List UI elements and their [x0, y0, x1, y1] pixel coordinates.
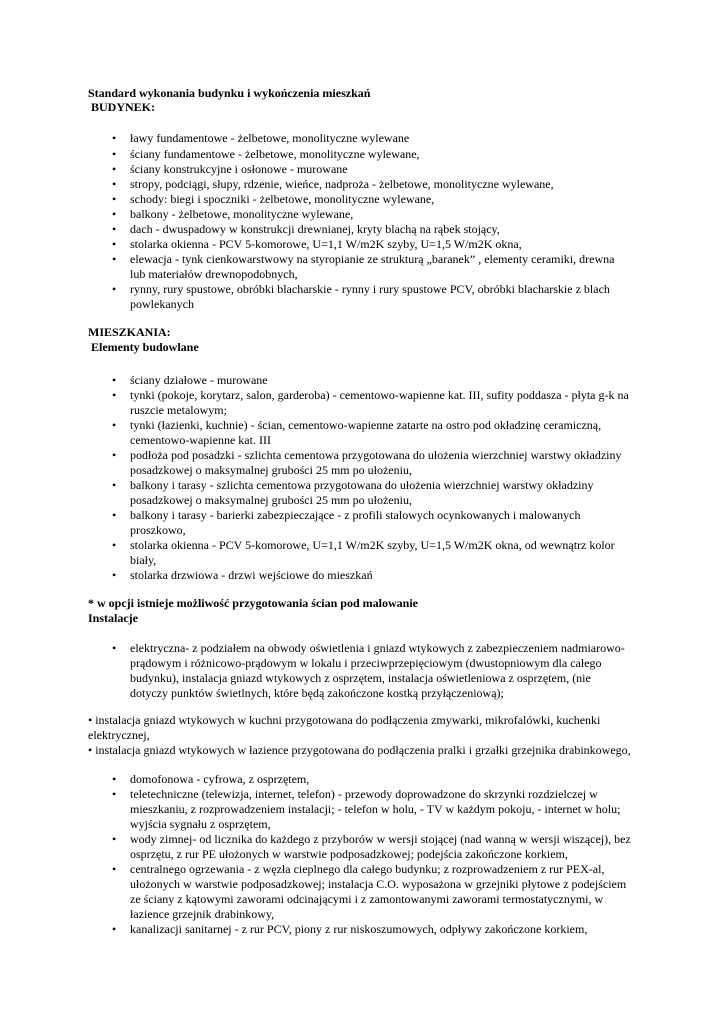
bullet-icon: • — [112, 282, 117, 296]
list-item: stolarka drzwiowa - drzwi wejściowe do mieszkań — [130, 568, 373, 582]
list-item: stropy, podciągi, słupy, rdzenie, wieńce, nadproża - żelbetowe, monolityczne wylewane, — [130, 177, 554, 191]
document-title: Standard wykonania budynku i wykończenia mieszkań — [88, 86, 371, 100]
list-item-continuation: łazience grzejnik drabinkowy, — [130, 907, 275, 921]
subheading-elementy-budowlane: Elementy budowlane — [91, 340, 199, 354]
list-item: centralnego ogrzewania - z węzła cieplnego dla całego budynku; z rozprowadzeniem z rur PEX-al, — [130, 862, 605, 876]
bullet-icon: • — [112, 192, 117, 206]
bullet-icon: • — [112, 418, 117, 432]
list-item: wody zimnej- od licznika do każdego z przyborów w wersji stojącej (nad wanną w wersji wiszącej), bez — [130, 832, 631, 846]
list-item: ściany konstrukcyjne i osłonowe - murowane — [130, 162, 348, 176]
bullet-icon: • — [112, 237, 117, 251]
paragraph-line: elektrycznej, — [88, 728, 150, 742]
section-heading-budynek: BUDYNEK: — [91, 100, 156, 114]
list-item-continuation: mieszkaniu, z rozprowadzeniem instalacji; - telefon w holu, - TV w każdym pokoju, - internet w holu; — [130, 802, 621, 816]
list-item: stolarka okienna - PCV 5-komorowe, U=1,1 W/m2K szyby, U=1,5 W/m2K okna, — [130, 237, 522, 251]
list-item: kanalizacji sanitarnej - z rur PCV, piony z rur niskoszumowych, odpływy zakończone korkiem, — [130, 922, 588, 936]
bullet-icon: • — [112, 252, 117, 266]
list-item-continuation: osprzętu, z rur PE ułożonych w warstwie podposadzkowej; podejścia zakończone korkiem, — [130, 847, 568, 861]
list-item: tynki (łazienki, kuchnie) - ścian, cementowo-wapienne zatarte na ostro pod okładzinę ceramiczną, — [130, 418, 602, 432]
list-item: dach - dwuspadowy w konstrukcji drewnianej, kryty blachą na rąbek stojący, — [130, 222, 500, 236]
list-item-continuation: prądowym i różnicowo-prądowym w lokalu i przeciwprzepięciowym (dwustopniowym dla całego — [130, 656, 602, 670]
bullet-icon: • — [112, 131, 117, 145]
list-item: domofonowa - cyfrowa, z osprzętem, — [130, 772, 310, 786]
bullet-icon: • — [112, 373, 117, 387]
paragraph-line: • instalacja gniazd wtykowych w łazience przygotowana do podłączenia pralki i grzałki grzejnika drabinkowego, — [88, 743, 631, 757]
bullet-icon: • — [112, 862, 117, 876]
list-item-continuation: wyjścia sygnału z osprzętem, — [130, 817, 271, 831]
bullet-icon: • — [112, 787, 117, 801]
section-heading-instalacje: Instalacje — [88, 611, 138, 625]
list-item-continuation: ze ściany z kątowymi zaworami odcinającymi i z zamontowanymi zaworami termostatycznymi, w — [130, 892, 604, 906]
list-item-continuation: cementowo-wapienne kat. III — [130, 433, 271, 447]
list-item-continuation: posadzkowej o maksymalnej grubości 25 mm po ułożeniu, — [130, 493, 412, 507]
bullet-icon: • — [112, 207, 117, 221]
bullet-icon: • — [112, 388, 117, 402]
list-item: ściany fundamentowe - żelbetowe, monolityczne wylewane, — [130, 147, 420, 161]
bullet-icon: • — [112, 538, 117, 552]
list-item-continuation: posadzkowej o maksymalnej grubości 25 mm po ułożeniu, — [130, 463, 412, 477]
bullet-icon: • — [112, 641, 117, 655]
bullet-icon: • — [112, 162, 117, 176]
bullet-icon: • — [112, 568, 117, 582]
list-item-continuation: biały, — [130, 553, 157, 567]
list-item: teletechniczne (telewizja, internet, telefon) - przewody doprowadzone do skrzynki rozdzielczej w — [130, 787, 598, 801]
list-item-continuation: ruszcie metalowym; — [130, 403, 227, 417]
list-item: rynny, rury spustowe, obróbki blacharskie - rynny i rury spustowe PCV, obróbki blacharskie z blach — [130, 282, 610, 296]
list-item-continuation: proszkowo, — [130, 523, 186, 537]
bullet-icon: • — [112, 832, 117, 846]
bullet-icon: • — [112, 478, 117, 492]
bullet-icon: • — [112, 222, 117, 236]
bullet-icon: • — [112, 922, 117, 936]
list-item: ściany działowe - murowane — [130, 373, 268, 387]
bullet-icon: • — [112, 508, 117, 522]
list-item: stolarka okienna - PCV 5-komorowe, U=1,1 W/m2K szyby, U=1,5 W/m2K okna, od wewnątrz kolor — [130, 538, 615, 552]
paragraph-line: • instalacja gniazd wtykowych w kuchni przygotowana do podłączenia zmywarki, mikrofalówki, kuchenki — [88, 713, 601, 727]
list-item: elewacja - tynk cienkowarstwowy na styropianie ze strukturą „baranek” , elementy ceramiki, drewna — [130, 252, 615, 266]
bullet-icon: • — [112, 772, 117, 786]
list-item: elektryczna- z podziałem na obwody oświetlenia i gniazd wtykowych z zabezpieczeniem nadmiarowo- — [130, 641, 625, 655]
list-item-continuation: lub materiałów drewnopodobnych, — [130, 267, 298, 281]
note-option: * w opcji istnieje możliwość przygotowania ścian pod malowanie — [88, 596, 418, 610]
list-item: balkony i tarasy - szlichta cementowa przygotowana do ułożenia wierzchniej warstwy okładziny — [130, 478, 594, 492]
list-item: podłoża pod posadzki - szlichta cementowa przygotowana do ułożenia wierzchniej warstwy okładziny — [130, 448, 622, 462]
bullet-icon: • — [112, 448, 117, 462]
bullet-icon: • — [112, 147, 117, 161]
section-heading-mieszkania: MIESZKANIA: — [88, 325, 171, 339]
list-item: balkony - żelbetowe, monolityczne wylewane, — [130, 207, 354, 221]
list-item: ławy fundamentowe - żelbetowe, monolityczne wylewane — [130, 131, 410, 145]
list-item: balkony i tarasy - barierki zabezpieczające - z profili stalowych ocynkowanych i malowanych — [130, 508, 581, 522]
bullet-icon: • — [112, 177, 117, 191]
list-item-continuation: ułożonych w warstwie podposadzkowej; instalacja C.O. wyposażona w grzejniki płytowe z podejściem — [130, 877, 627, 891]
list-item-continuation: budynku), instalacja gniazd wtykowych z osprzętem, instalacja oświetleniowa z osprzętem, (nie — [130, 671, 591, 685]
list-item: schody: biegi i spoczniki - żelbetowe, monolityczne wylewane, — [130, 192, 435, 206]
list-item-continuation: powlekanych — [130, 297, 194, 311]
list-item-continuation: dotyczy punktów świetlnych, które będą zakończone kostką przyłączeniową); — [130, 686, 504, 700]
list-item: tynki (pokoje, korytarz, salon, garderoba) - cementowo-wapienne kat. III, sufity poddasza - płyta g-k na — [130, 388, 629, 402]
